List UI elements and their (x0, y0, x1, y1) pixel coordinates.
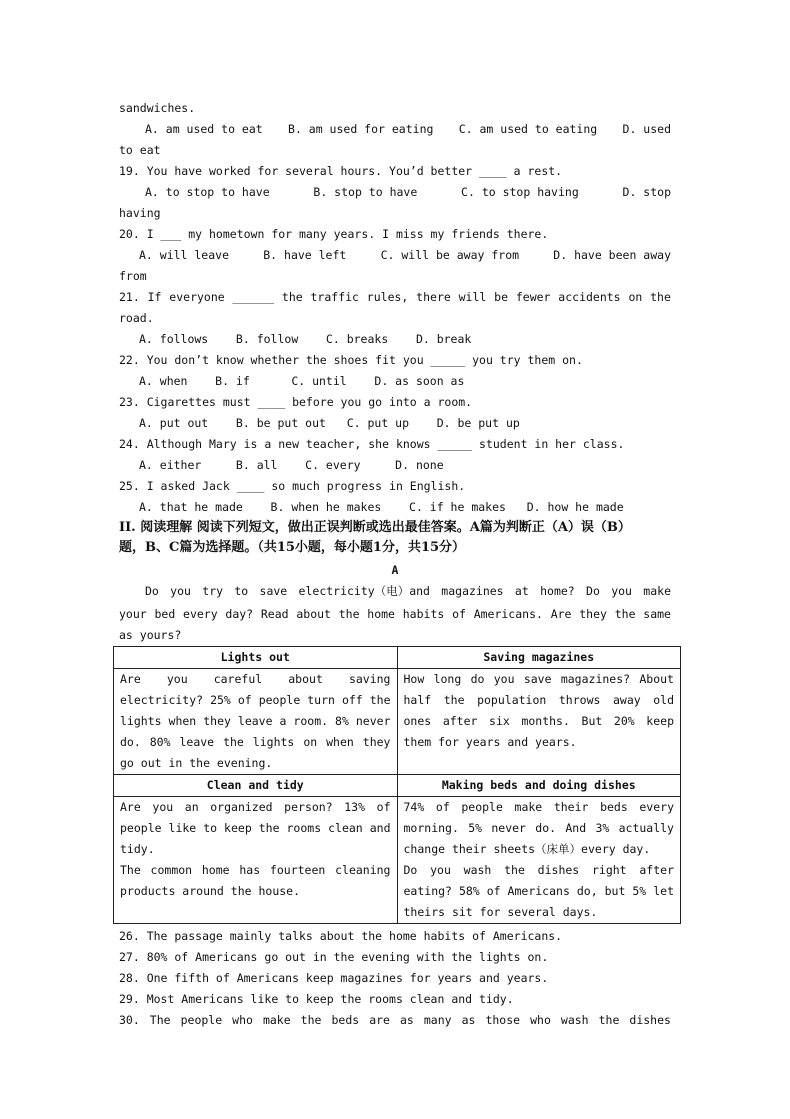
table-cell-beds-dishes: 74% of people make their beds every morning. 5% never do. And 3% actually change their sheets（床单）every day. Do you wash the dishes right after eating? 58% of Americans do, but 5% let theirs sit for several days. (397, 797, 681, 924)
question-21: 21. If everyone ______ the traffic rules, there will be fewer accidents on the (119, 290, 671, 304)
q20-options: A. will leave B. have left C. will be away from D. have been away (139, 248, 671, 262)
intro-line-3: as yours? (119, 628, 182, 642)
section-heading: II. 阅读理解 阅读下列短文，做出正误判断或选出最佳答案。A篇为判断正（A）误（B） 题，B、C篇为选择题。（共15小题，每小题1分，共15分） (119, 520, 631, 555)
q23-options: A. put out B. be put out C. put up D. be put up (139, 416, 520, 430)
q21-options: A. follows B. follow C. breaks D. break (139, 332, 472, 346)
question-19: 19. You have worked for several hours. You’d better ____ a rest. (119, 164, 563, 178)
q18-continuation: to eat (119, 143, 161, 157)
statement-28: 28. One fifth of Americans keep magazines for years and years. (119, 971, 549, 985)
table-row (114, 775, 681, 797)
q20-continuation: from (119, 269, 147, 283)
statement-26: 26. The passage mainly talks about the home habits of Americans. (119, 929, 563, 943)
table-header-saving-magazines: Saving magazines (397, 647, 681, 669)
table-row (114, 647, 681, 669)
table-header-beds-dishes: Making beds and doing dishes (397, 775, 681, 797)
statement-27: 27. 80% of Americans go out in the evening with the lights on. (119, 950, 549, 964)
table-cell-clean-tidy: Are you an organized person? 13% of people like to keep the rooms clean and tidy. The common home has fourteen cleaning products around the house. (114, 797, 398, 924)
exam-content (119, 98, 674, 1031)
table-row (114, 797, 681, 924)
q21-continuation: road. (119, 311, 154, 325)
text-line: sandwiches. (119, 101, 196, 115)
table-row (114, 669, 681, 775)
question-20: 20. I ___ my hometown for many years. I miss my friends there. (119, 227, 549, 241)
table-cell-saving-magazines: How long do you save magazines? About half the population throws away old ones after six months. But 20% keep them for years and years. (397, 669, 681, 775)
statement-29: 29. Most Americans like to keep the rooms clean and tidy. (119, 992, 514, 1006)
habits-table (113, 646, 681, 924)
q18-options: A. am used to eat B. am used for eating C. am used to eating D. used (145, 122, 671, 136)
q24-options: A. either B. all C. every D. none (139, 458, 444, 472)
intro-line-1: Do you try to save electricity（电）and magazines at home? Do you make (145, 584, 671, 598)
table-header-lights-out: Lights out (114, 647, 398, 669)
question-25: 25. I asked Jack ____ so much progress in English. (119, 479, 466, 493)
question-22: 22. You don’t know whether the shoes fit you _____ you try them on. (119, 353, 583, 367)
intro-line-2: your bed every day? Read about the home habits of Americans. Are they the same (119, 607, 671, 621)
q19-continuation: having (119, 206, 161, 220)
question-24: 24. Although Mary is a new teacher, she knows _____ student in her class. (119, 437, 625, 451)
passage-label: A (391, 563, 399, 577)
question-23: 23. Cigarettes must ____ before you go into a room. (119, 395, 473, 409)
q19-options: A. to stop to have B. stop to have C. to stop having D. stop (145, 185, 671, 199)
q22-options: A. when B. if C. until D. as soon as (139, 374, 465, 388)
table-cell-lights-out: Are you careful about saving electricity? 25% of people turn off the lights when they leave a room. 8% never do. 80% leave the lights on when they go out in the evening. (114, 669, 398, 775)
q25-options: A. that he made B. when he makes C. if he makes D. how he made (139, 500, 624, 514)
table-header-clean-tidy: Clean and tidy (114, 775, 398, 797)
statement-30: 30. The people who make the beds are as many as those who wash the dishes (119, 1013, 671, 1027)
statements (119, 926, 671, 1031)
